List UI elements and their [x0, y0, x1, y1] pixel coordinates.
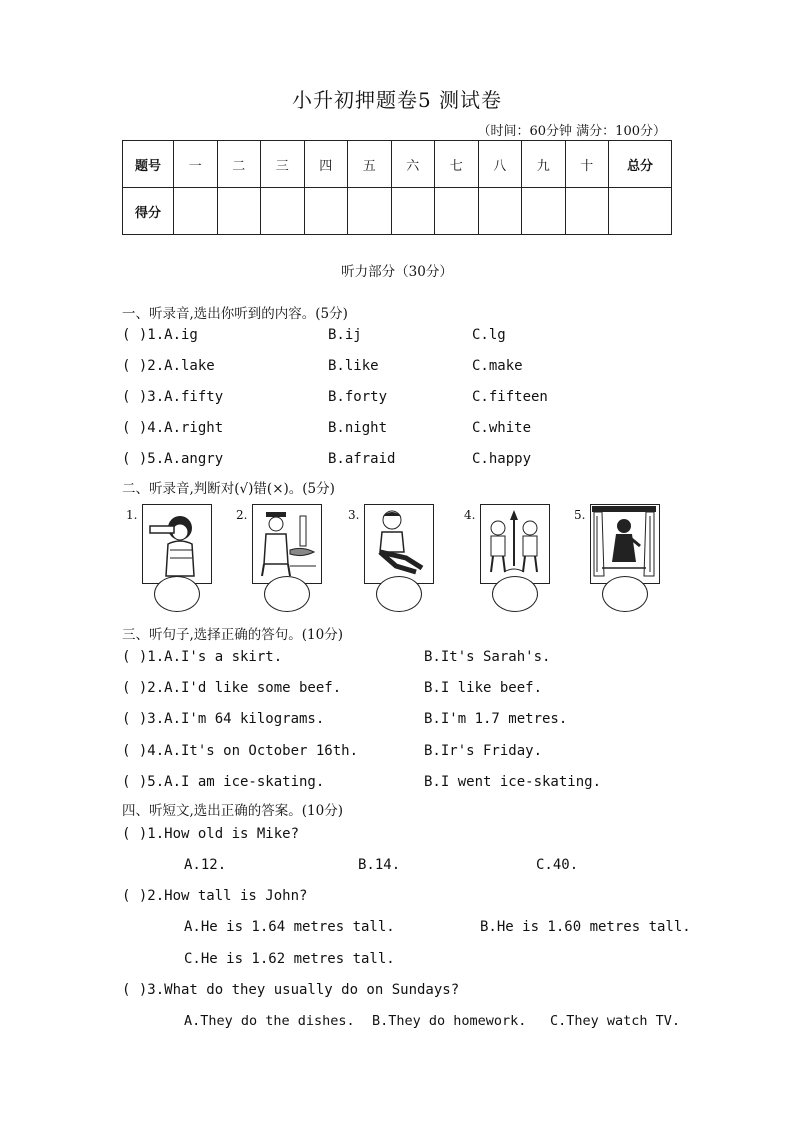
- answer-oval[interactable]: [602, 576, 648, 612]
- picture-number: 4.: [464, 508, 476, 522]
- s1-q2-option-c: C.make: [472, 358, 523, 374]
- s1-q5: ( )5.A.angry: [122, 451, 224, 467]
- score-input-cell[interactable]: [261, 188, 305, 235]
- s1-q5-option-c: C.happy: [472, 451, 532, 467]
- s1-q2: ( )2.A.lake: [122, 358, 215, 374]
- s3-q4: ( )4.A.It's on October 16th.: [122, 743, 359, 759]
- girl-telescope-picture: [144, 506, 208, 578]
- score-input-cell[interactable]: [304, 188, 348, 235]
- score-input-cell[interactable]: [565, 188, 609, 235]
- s1-q3-option-c: C.fifteen: [472, 389, 548, 405]
- s3-q1: ( )1.A.I's a skirt.: [122, 649, 283, 665]
- s1-q3: ( )3.A.fifty: [122, 389, 224, 405]
- s4-q1-option-b: B.14.: [358, 857, 401, 873]
- s4-q2-option-c: C.He is 1.62 metres tall.: [184, 951, 395, 967]
- score-table: [122, 140, 672, 235]
- s4-q2: ( )2.How tall is John?: [122, 888, 308, 904]
- s4-q3-option-b: B.They do homework.: [372, 1013, 527, 1029]
- picture-3: [348, 504, 436, 612]
- score-input-cell[interactable]: [391, 188, 435, 235]
- score-row-label: 得分: [123, 188, 174, 235]
- picture-number: 2.: [236, 508, 248, 522]
- section4-heading: 四、听短文,选出正确的答案。(10分): [122, 803, 344, 819]
- s1-q4: ( )4.A.right: [122, 420, 224, 436]
- picture-number: 1.: [126, 508, 138, 522]
- score-header-cell: 九: [522, 141, 566, 188]
- section2-heading: 二、听录音,判断对(√)错(×)。(5分): [122, 481, 335, 497]
- score-table-header-row: [123, 141, 672, 188]
- time-info: （时间：60分钟 满分：100分）: [477, 124, 666, 139]
- s3-q5: ( )5.A.I am ice-skating.: [122, 774, 325, 790]
- s1-q1-option-b: B.ij: [328, 327, 362, 343]
- picture-5: [574, 504, 662, 612]
- score-input-cell[interactable]: [174, 188, 218, 235]
- s4-q2-option-b: B.He is 1.60 metres tall.: [480, 919, 691, 935]
- s4-q3: ( )3.What do they usually do on Sundays?: [122, 982, 460, 998]
- score-header-cell: 十: [565, 141, 609, 188]
- score-header-cell: 题号: [123, 141, 174, 188]
- score-table-score-row: [123, 188, 672, 235]
- score-header-cell: 五: [348, 141, 392, 188]
- boy-sitting-picture: [366, 506, 430, 578]
- score-header-cell: 七: [435, 141, 479, 188]
- s4-q1-option-a: A.12.: [184, 857, 227, 873]
- man-fishing-picture: [254, 506, 318, 578]
- s3-q4-option-b: B.Ir's Friday.: [424, 743, 543, 759]
- picture-number: 5.: [574, 508, 586, 522]
- children-planting-tree-picture: [482, 506, 546, 578]
- section3-heading: 三、听句子,选择正确的答句。(10分): [122, 627, 344, 643]
- picture-number: 3.: [348, 508, 360, 522]
- score-input-cell[interactable]: [609, 188, 672, 235]
- s1-q4-option-b: B.night: [328, 420, 388, 436]
- s1-q5-option-b: B.afraid: [328, 451, 396, 467]
- score-input-cell[interactable]: [478, 188, 522, 235]
- score-header-cell: 三: [261, 141, 305, 188]
- s3-q3-option-b: B.I'm 1.7 metres.: [424, 711, 568, 727]
- s4-q3-option-c: C.They watch TV.: [550, 1013, 681, 1029]
- s1-q4-option-c: C.white: [472, 420, 532, 436]
- s3-q1-option-b: B.It's Sarah's.: [424, 649, 551, 665]
- answer-oval[interactable]: [376, 576, 422, 612]
- answer-oval[interactable]: [264, 576, 310, 612]
- picture-4: [464, 504, 552, 612]
- score-header-cell: 二: [217, 141, 261, 188]
- s4-q3-option-a: A.They do the dishes.: [184, 1013, 355, 1029]
- score-header-cell: 六: [391, 141, 435, 188]
- answer-oval[interactable]: [492, 576, 538, 612]
- s4-q1-option-c: C.40.: [536, 857, 579, 873]
- answer-oval[interactable]: [154, 576, 200, 612]
- score-input-cell[interactable]: [522, 188, 566, 235]
- s3-q2: ( )2.A.I'd like some beef.: [122, 680, 342, 696]
- listening-heading: 听力部分（30分）: [341, 264, 453, 280]
- score-header-cell: 一: [174, 141, 218, 188]
- score-input-cell[interactable]: [348, 188, 392, 235]
- score-input-cell[interactable]: [217, 188, 261, 235]
- s3-q5-option-b: B.I went ice-skating.: [424, 774, 602, 790]
- s1-q1: ( )1.A.ig: [122, 327, 198, 343]
- section1-heading: 一、听录音,选出你听到的内容。(5分): [122, 306, 348, 322]
- score-input-cell[interactable]: [435, 188, 479, 235]
- picture-2: [236, 504, 324, 612]
- score-header-cell: 八: [478, 141, 522, 188]
- s4-q2-option-a: A.He is 1.64 metres tall.: [184, 919, 395, 935]
- s3-q3: ( )3.A.I'm 64 kilograms.: [122, 711, 325, 727]
- score-header-cell: 四: [304, 141, 348, 188]
- s1-q2-option-b: B.like: [328, 358, 379, 374]
- s3-q2-option-b: B.I like beef.: [424, 680, 543, 696]
- girl-violin-stage-picture: [592, 506, 656, 578]
- picture-1: [126, 504, 214, 612]
- s1-q1-option-c: C.lg: [472, 327, 506, 343]
- s4-q1: ( )1.How old is Mike?: [122, 826, 300, 842]
- page-title: 小升初押题卷5 测试卷: [291, 88, 503, 112]
- s1-q3-option-b: B.forty: [328, 389, 388, 405]
- score-header-cell: 总分: [609, 141, 672, 188]
